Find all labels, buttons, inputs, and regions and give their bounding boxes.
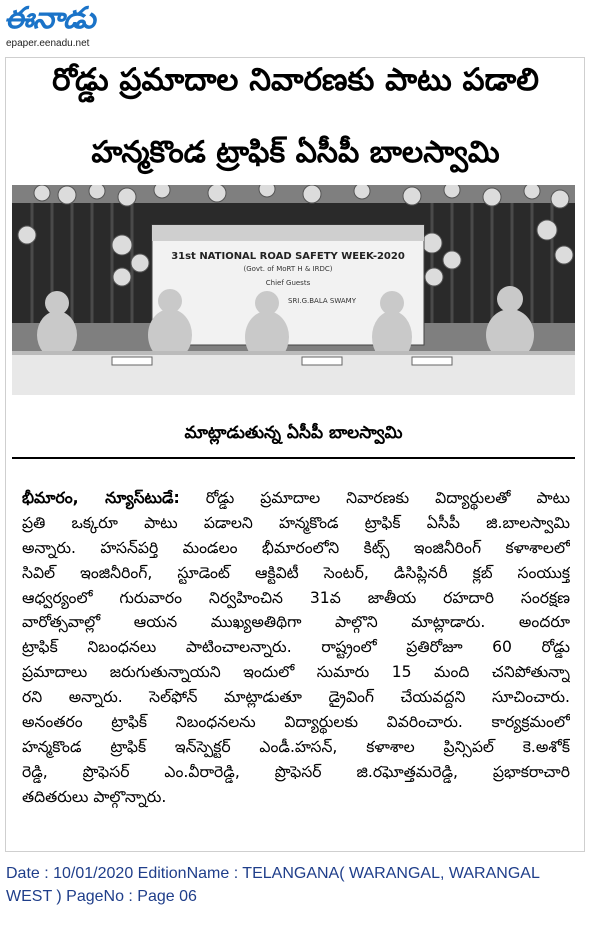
headline-sub: హన్మకొండ ట్రాఫిక్ ఏసీపీ బాలస్వామి xyxy=(91,135,500,170)
eenadu-logo: ఈనాడు xyxy=(4,1,95,36)
article-body xyxy=(22,486,570,810)
event-photo-image xyxy=(12,185,575,395)
article-line: సివిల్ ఇంజినీరింగ్, స్టూడెంట్ ఆక్టివిటీ సెంటర్, డిసిప్లినరీ క్లబ్ సంయుక్త xyxy=(22,563,570,582)
article-line: అనంతరం ట్రాఫిక్ నిబంధనలను విద్యార్థులకు వివరించారు. కార్యక్రమంలో xyxy=(22,713,570,732)
masthead xyxy=(4,2,144,52)
article-line: వారోత్సవాల్లో ఆయన ముఖ్యఅతిథిగా పాల్గొని మాట్లాడారు. అందరూ xyxy=(22,613,570,632)
caption-divider xyxy=(12,457,575,459)
headline-main: రోడ్డు ప్రమాదాల నివారణకు పాటు పడాలి xyxy=(52,62,539,98)
article-line: తదితరులు పాల్గొన్నారు. xyxy=(22,787,167,806)
banner-subtitle: (Govt. of MoRT H & IRDC) xyxy=(243,265,333,273)
article-dateline: భీమారం, న్యూస్‌టుడే: xyxy=(22,489,180,507)
article-line: హన్మకొండ ట్రాఫిక్ ఇన్‌స్పెక్టర్ ఎండీ.హసన్, కళాశాల ప్రిన్సిపల్ కె.అశోక్ xyxy=(22,737,570,756)
event-photo xyxy=(12,185,575,395)
footer-page-number: WEST ) PageNo : Page 06 xyxy=(6,888,197,905)
article-line: ఆధ్వర్యంలో గురువారం నిర్వహించిన 31వ జాతీయ రహదారి సంరక్షణ xyxy=(22,588,570,607)
edition-footer xyxy=(6,862,586,908)
article-line: ప్రతి ఒక్కరూ పాటు పడాలని హన్మకొండ ట్రాఫిక్ ఏసీపీ జి.బాలస్వామి xyxy=(22,513,570,532)
article-line: ట్రాఫిక్ నిబంధనలు పాటించాలన్నారు. రాష్ట్రంలో ప్రతిరోజూ 60 రోడ్డు xyxy=(22,638,570,657)
footer-date-edition: Date : 10/01/2020 EditionName : TELANGANA( WARANGAL, WARANGAL xyxy=(6,865,540,882)
banner-chief-guests: Chief Guests xyxy=(265,279,311,287)
article-line: రని అన్నారు. సెల్‌ఫోన్ మాట్లాడుతూ డ్రైవింగ్ చేయవద్దని సూచించారు. xyxy=(22,688,570,707)
epaper-url: epaper.eenadu.net xyxy=(6,38,90,49)
article-line: భీమారం, న్యూస్‌టుడే: రోడ్డు ప్రమాదాల నివారణకు విద్యార్థులతో పాటు xyxy=(22,489,570,507)
banner-title: 31st NATIONAL ROAD SAFETY WEEK-2020 xyxy=(171,251,405,262)
banner-guest-name: SRI.G.BALA SWAMY xyxy=(288,297,356,305)
article-line: అన్నారు. హసన్‌పర్తి మండలం భీమారంలోని కిట్స్ ఇంజినీరింగ్ కళాశాలలో xyxy=(22,538,570,557)
article-line: ప్రమాదాలు జరుగుతున్నాయని ఇందులో సుమారు 15 మంది చనిపోతున్నా xyxy=(22,663,570,682)
photo-caption: మాట్లాడుతున్న ఏసీపీ బాలస్వామి xyxy=(184,423,403,443)
article-line: రెడ్డి, ప్రొఫెసర్ ఎం.వీరారెడ్డి, ప్రొఫెసర్ జి.రఘోత్తమరెడ్డి, ప్రభాకరాచారి xyxy=(22,762,570,781)
